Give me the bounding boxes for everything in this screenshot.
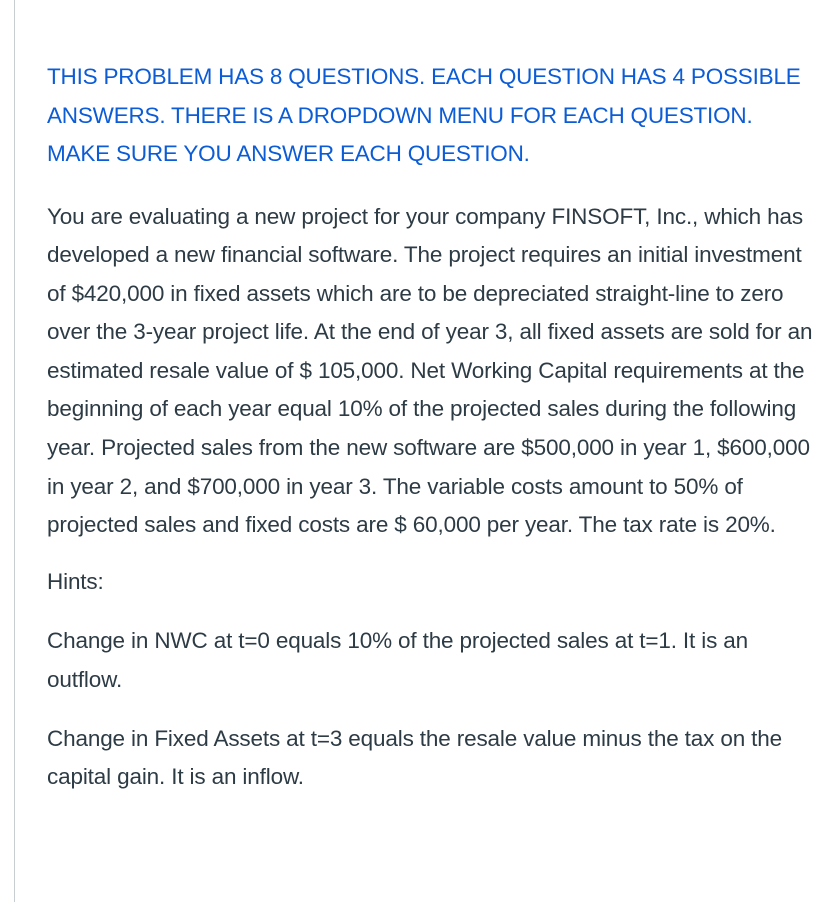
hint-nwc: Change in NWC at t=0 equals 10% of the projected sales at t=1. It is an outflow. xyxy=(47,628,749,693)
problem-description: You are evaluating a new project for your company FINSOFT, Inc., which has developed a new financial software. The project requires an initial investment of $420,000 in fixed assets which are to be depreciated straight-line to zero over the 3-year project life. At the end of year 3, all fixed assets are sold for an estimated resale value of $ 105,000. Net Working Capital requirements at the beginning of each year equal 10% of the projected sales during the following year. Projected sales from the new software are $500,000 in year 1, $600,000 in year 2, and $700,000 in year 3. The variable costs amount to 50% of projected sales and fixed costs are $ 60,000 per year. The tax rate is 20%. xyxy=(47,203,813,538)
left-border-rule xyxy=(14,0,15,902)
question-content xyxy=(47,58,817,797)
hint-fixed-assets: Change in Fixed Assets at t=3 equals the resale value minus the tax on the capital gain. It is an inflow. xyxy=(47,725,782,790)
hints-label: Hints: xyxy=(47,568,104,594)
instructions-notice: THIS PROBLEM HAS 8 QUESTIONS. EACH QUESTION HAS 4 POSSIBLE ANSWERS. THERE IS A DROPDOWN MENU FOR EACH QUESTION. MAKE SURE YOU ANSWER EACH QUESTION. xyxy=(47,64,801,166)
